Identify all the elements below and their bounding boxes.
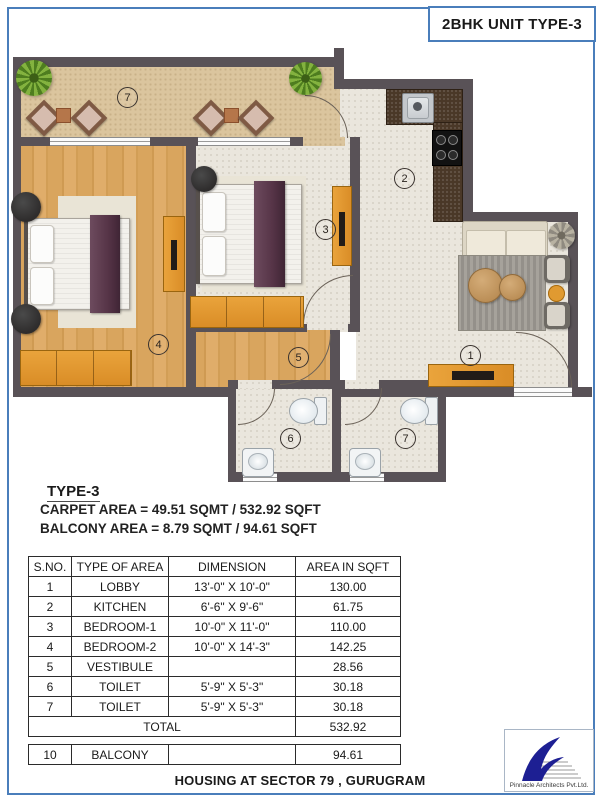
bed-headboard bbox=[196, 184, 200, 284]
lobby-plant-icon bbox=[548, 222, 575, 249]
cell-dim: 5'-9" X 5'-3" bbox=[169, 697, 296, 717]
logo-swoosh-icon bbox=[514, 736, 584, 782]
cell-area: 30.18 bbox=[296, 677, 401, 697]
bed-headboard bbox=[24, 218, 28, 310]
wall bbox=[332, 386, 341, 482]
total-label: TOTAL bbox=[29, 717, 296, 737]
table-row bbox=[29, 677, 401, 697]
chair-cushion bbox=[547, 305, 565, 326]
cell-sno: 7 bbox=[29, 697, 72, 717]
cell-area: 142.25 bbox=[296, 637, 401, 657]
col-header: AREA IN SQFT bbox=[296, 557, 401, 577]
cell-dim: 6'-6" X 9'-6" bbox=[169, 597, 296, 617]
entrance-threshold bbox=[514, 387, 572, 397]
table-row bbox=[29, 657, 401, 677]
page-title: 2BHK UNIT TYPE-3 bbox=[442, 15, 582, 33]
cell-sno: 10 bbox=[29, 745, 72, 765]
bedroom2-window bbox=[50, 137, 150, 146]
bed-pillow bbox=[202, 192, 226, 232]
cell-dim bbox=[169, 657, 296, 677]
table-row bbox=[29, 597, 401, 617]
bedroom1-window bbox=[198, 137, 290, 146]
cell-dim: 13'-0" X 10'-0" bbox=[169, 577, 296, 597]
lobby-chair bbox=[544, 255, 570, 283]
room-label-toilet6: 6 bbox=[280, 428, 301, 449]
wall bbox=[13, 387, 235, 397]
project-title: HOUSING AT SECTOR 79 , GURUGRAM bbox=[174, 773, 426, 788]
cell-name: LOBBY bbox=[72, 577, 169, 597]
plant-icon bbox=[16, 60, 52, 96]
room-label-lobby: 1 bbox=[460, 345, 481, 366]
wall bbox=[228, 386, 236, 482]
sofa-cushion bbox=[466, 230, 506, 258]
cell-name: KITCHEN bbox=[72, 597, 169, 617]
washbasin bbox=[242, 448, 274, 477]
room-label-vestibule: 5 bbox=[288, 347, 309, 368]
bed-runner bbox=[90, 215, 120, 313]
cell-dim: 10'-0" X 14'-3" bbox=[169, 637, 296, 657]
bedside-table bbox=[191, 166, 217, 192]
bedroom2-bed bbox=[24, 218, 130, 310]
round-side-table bbox=[548, 285, 565, 302]
round-coffee-table bbox=[499, 274, 526, 301]
cell-name: TOILET bbox=[72, 697, 169, 717]
tv-screen bbox=[452, 371, 494, 380]
washbasin bbox=[349, 448, 381, 477]
cell-dim: 10'-0" X 11'-0" bbox=[169, 617, 296, 637]
wall bbox=[438, 386, 446, 482]
bedside-table bbox=[11, 304, 41, 334]
basin-bowl bbox=[248, 453, 268, 470]
chair-cushion bbox=[198, 105, 223, 130]
type-heading: TYPE-3 bbox=[47, 483, 100, 500]
room-label-kitchen: 2 bbox=[394, 168, 415, 189]
lobby-tv-console bbox=[428, 364, 514, 387]
table-row bbox=[29, 637, 401, 657]
balcony-side-table bbox=[56, 108, 71, 123]
sofa-cushion bbox=[506, 230, 546, 258]
cell-area: 130.00 bbox=[296, 577, 401, 597]
plant-icon bbox=[289, 62, 322, 95]
carpet-area-line: CARPET AREA = 49.51 SQMT / 532.92 SQFT bbox=[40, 502, 321, 517]
lobby-chair bbox=[544, 302, 570, 329]
chair-cushion bbox=[76, 105, 101, 130]
cell-dim: 5'-9" X 5'-3" bbox=[169, 677, 296, 697]
bed-runner bbox=[254, 181, 285, 287]
wall bbox=[13, 57, 21, 397]
cell-sno: 1 bbox=[29, 577, 72, 597]
area-table bbox=[28, 556, 401, 737]
table-total-row bbox=[29, 717, 401, 737]
balcony-area-line: BALCONY AREA = 8.79 SQMT / 94.61 SQFT bbox=[40, 521, 317, 536]
cell-name: BALCONY bbox=[72, 745, 169, 765]
toilet-bowl bbox=[400, 398, 429, 424]
table-row bbox=[29, 617, 401, 637]
cell-sno: 2 bbox=[29, 597, 72, 617]
table-row bbox=[29, 745, 401, 765]
wall bbox=[334, 79, 473, 89]
cell-name: VESTIBULE bbox=[72, 657, 169, 677]
balcony-side-table bbox=[224, 108, 239, 123]
col-header: DIMENSION bbox=[169, 557, 296, 577]
cell-name: TOILET bbox=[72, 677, 169, 697]
col-header: S.NO. bbox=[29, 557, 72, 577]
bed-pillow bbox=[202, 236, 226, 276]
cell-sno: 6 bbox=[29, 677, 72, 697]
room-label-bedroom1: 3 bbox=[315, 219, 336, 240]
burner-icon bbox=[448, 135, 458, 145]
table-row bbox=[29, 577, 401, 597]
toilet-bowl bbox=[289, 398, 318, 424]
wall bbox=[463, 79, 473, 222]
bedroom2-wardrobe bbox=[20, 350, 132, 386]
table-row bbox=[29, 697, 401, 717]
col-header: TYPE OF AREA bbox=[72, 557, 169, 577]
cell-dim bbox=[169, 745, 296, 765]
cell-name: BEDROOM-1 bbox=[72, 617, 169, 637]
chair-cushion bbox=[547, 258, 565, 280]
chair-cushion bbox=[243, 105, 268, 130]
room-label-toilet7: 7 bbox=[395, 428, 416, 449]
bed-pillow bbox=[30, 225, 54, 263]
lobby-sofa bbox=[462, 221, 548, 259]
bed-pillow bbox=[30, 267, 54, 305]
faucet-icon bbox=[413, 102, 422, 111]
tv-screen bbox=[339, 212, 345, 246]
cell-sno: 4 bbox=[29, 637, 72, 657]
tv-screen bbox=[171, 240, 177, 270]
total-value: 532.92 bbox=[296, 717, 401, 737]
round-coffee-table bbox=[468, 268, 503, 303]
kitchen-sink bbox=[402, 93, 434, 123]
room-label-bedroom2: 4 bbox=[148, 334, 169, 355]
basin-bowl bbox=[355, 453, 375, 470]
cell-area: 110.00 bbox=[296, 617, 401, 637]
cell-area: 28.56 bbox=[296, 657, 401, 677]
burner-icon bbox=[448, 150, 458, 160]
table-header-row bbox=[29, 557, 401, 577]
room-label-balcony: 7 bbox=[117, 87, 138, 108]
wall bbox=[348, 324, 360, 332]
burner-icon bbox=[436, 150, 446, 160]
bedroom1-bed bbox=[196, 184, 302, 284]
bedside-table bbox=[11, 192, 41, 222]
balcony-table bbox=[28, 744, 401, 765]
bedroom2-tv-unit bbox=[163, 216, 185, 292]
gas-hob bbox=[432, 130, 462, 166]
burner-icon bbox=[436, 135, 446, 145]
cell-sno: 5 bbox=[29, 657, 72, 677]
chair-cushion bbox=[31, 105, 56, 130]
cell-area: 30.18 bbox=[296, 697, 401, 717]
bedroom1-wardrobe bbox=[190, 296, 304, 328]
cell-area: 94.61 bbox=[296, 745, 401, 765]
cell-name: BEDROOM-2 bbox=[72, 637, 169, 657]
balcony-door-opening bbox=[303, 137, 345, 146]
cell-sno: 3 bbox=[29, 617, 72, 637]
logo-text: Pinnacle Architects Pvt.Ltd. bbox=[509, 782, 589, 789]
cell-area: 61.75 bbox=[296, 597, 401, 617]
architect-logo bbox=[504, 729, 594, 792]
